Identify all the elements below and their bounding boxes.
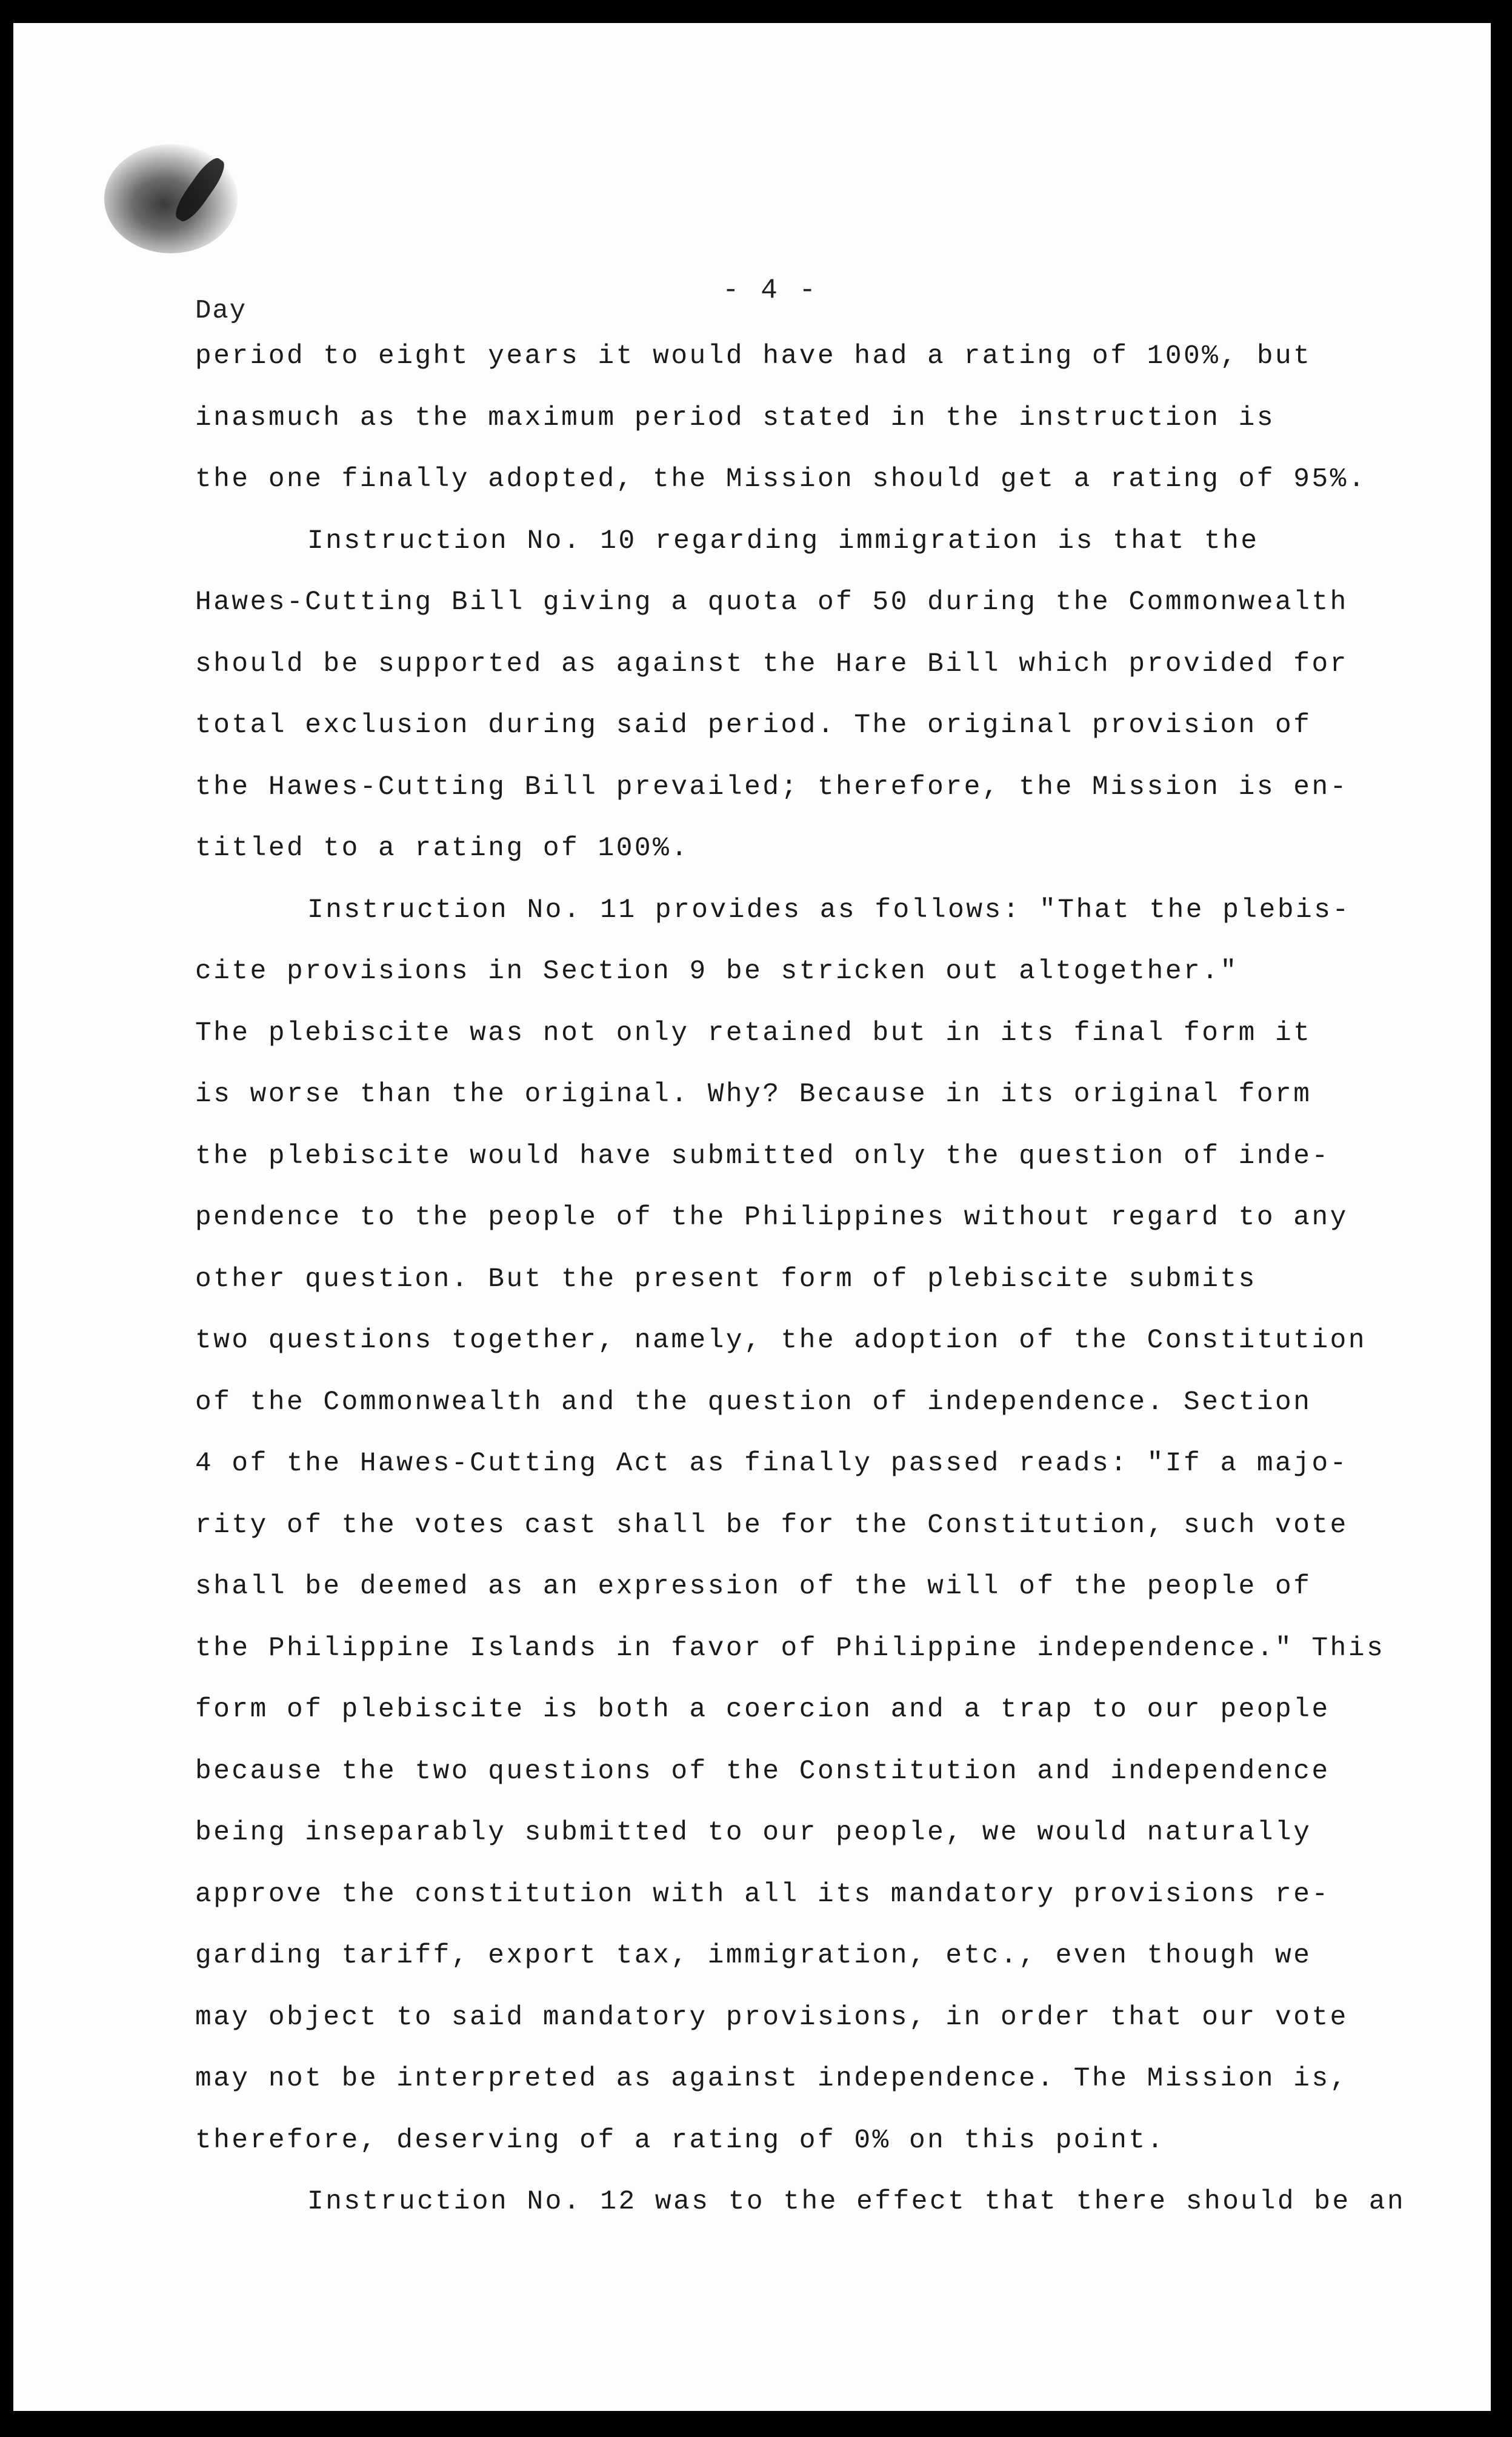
text-line: may object to said mandatory provisions, in order that our vote: [195, 2002, 1348, 2033]
text-line: rity of the votes cast shall be for the Constitution, such vote: [195, 1510, 1348, 1541]
text-line: garding tariff, export tax, immigration, etc., even though we: [195, 1941, 1312, 1971]
text-line: is worse than the original. Why? Because in its original form: [195, 1079, 1312, 1110]
paragraph-start-line: Instruction No. 10 regarding immigration is that the: [307, 525, 1259, 556]
text-line: may not be interpreted as against independence. The Mission is,: [195, 2064, 1348, 2094]
text-line: period to eight years it would have had a rating of 100%, but: [195, 341, 1312, 372]
text-line: titled to a rating of 100%.: [195, 833, 690, 864]
text-line: should be supported as against the Hare Bill which provided for: [195, 648, 1348, 679]
text-line: The plebiscite was not only retained but in its final form it: [195, 1018, 1312, 1048]
text-line: pendence to the people of the Philippines without regard to any: [195, 1202, 1348, 1233]
text-line: the one finally adopted, the Mission should get a rating of 95%.: [195, 464, 1367, 495]
text-line: form of plebiscite is both a coercion and a trap to our people: [195, 1695, 1330, 1725]
text-line: the plebiscite would have submitted only the question of inde-: [195, 1141, 1330, 1172]
text-line: approve the constitution with all its mandatory provisions re-: [195, 1879, 1330, 1910]
text-line: therefore, deserving of a rating of 0% on this point.: [195, 2125, 1165, 2156]
body-text: [195, 326, 1407, 2233]
text-line: inasmuch as the maximum period stated in the instruction is: [195, 402, 1276, 433]
text-line: two questions together, namely, the adoption of the Constitution: [195, 1325, 1367, 1356]
text-line: the Philippine Islands in favor of Philippine independence." This: [195, 1633, 1385, 1664]
text-line: other question. But the present form of plebiscite submits: [195, 1264, 1257, 1295]
paragraph-start-line: Instruction No. 12 was to the effect that there should be an: [307, 2187, 1406, 2217]
text-line: of the Commonwealth and the question of independence. Section: [195, 1387, 1312, 1418]
page-number: - 4 -: [722, 275, 819, 306]
text-line: because the two questions of the Constitution and independence: [195, 1756, 1330, 1787]
text-line: total exclusion during said period. The original provision of: [195, 710, 1312, 741]
text-line: Hawes-Cutting Bill giving a quota of 50 during the Commonwealth: [195, 587, 1348, 618]
paragraph-start-line: Instruction No. 11 provides as follows: "That the plebis-: [307, 895, 1351, 925]
document-page: [13, 23, 1491, 2411]
author-header: Day: [195, 296, 247, 326]
text-line: cite provisions in Section 9 be stricken out altogether.": [195, 956, 1239, 987]
text-line: the Hawes-Cutting Bill prevailed; therefore, the Mission is en-: [195, 772, 1348, 802]
text-line: being inseparably submitted to our people, we would naturally: [195, 1818, 1312, 1848]
text-line: 4 of the Hawes-Cutting Act as finally passed reads: "If a majo-: [195, 1449, 1348, 1479]
text-line: shall be deemed as an expression of the will of the people of: [195, 1572, 1312, 1602]
